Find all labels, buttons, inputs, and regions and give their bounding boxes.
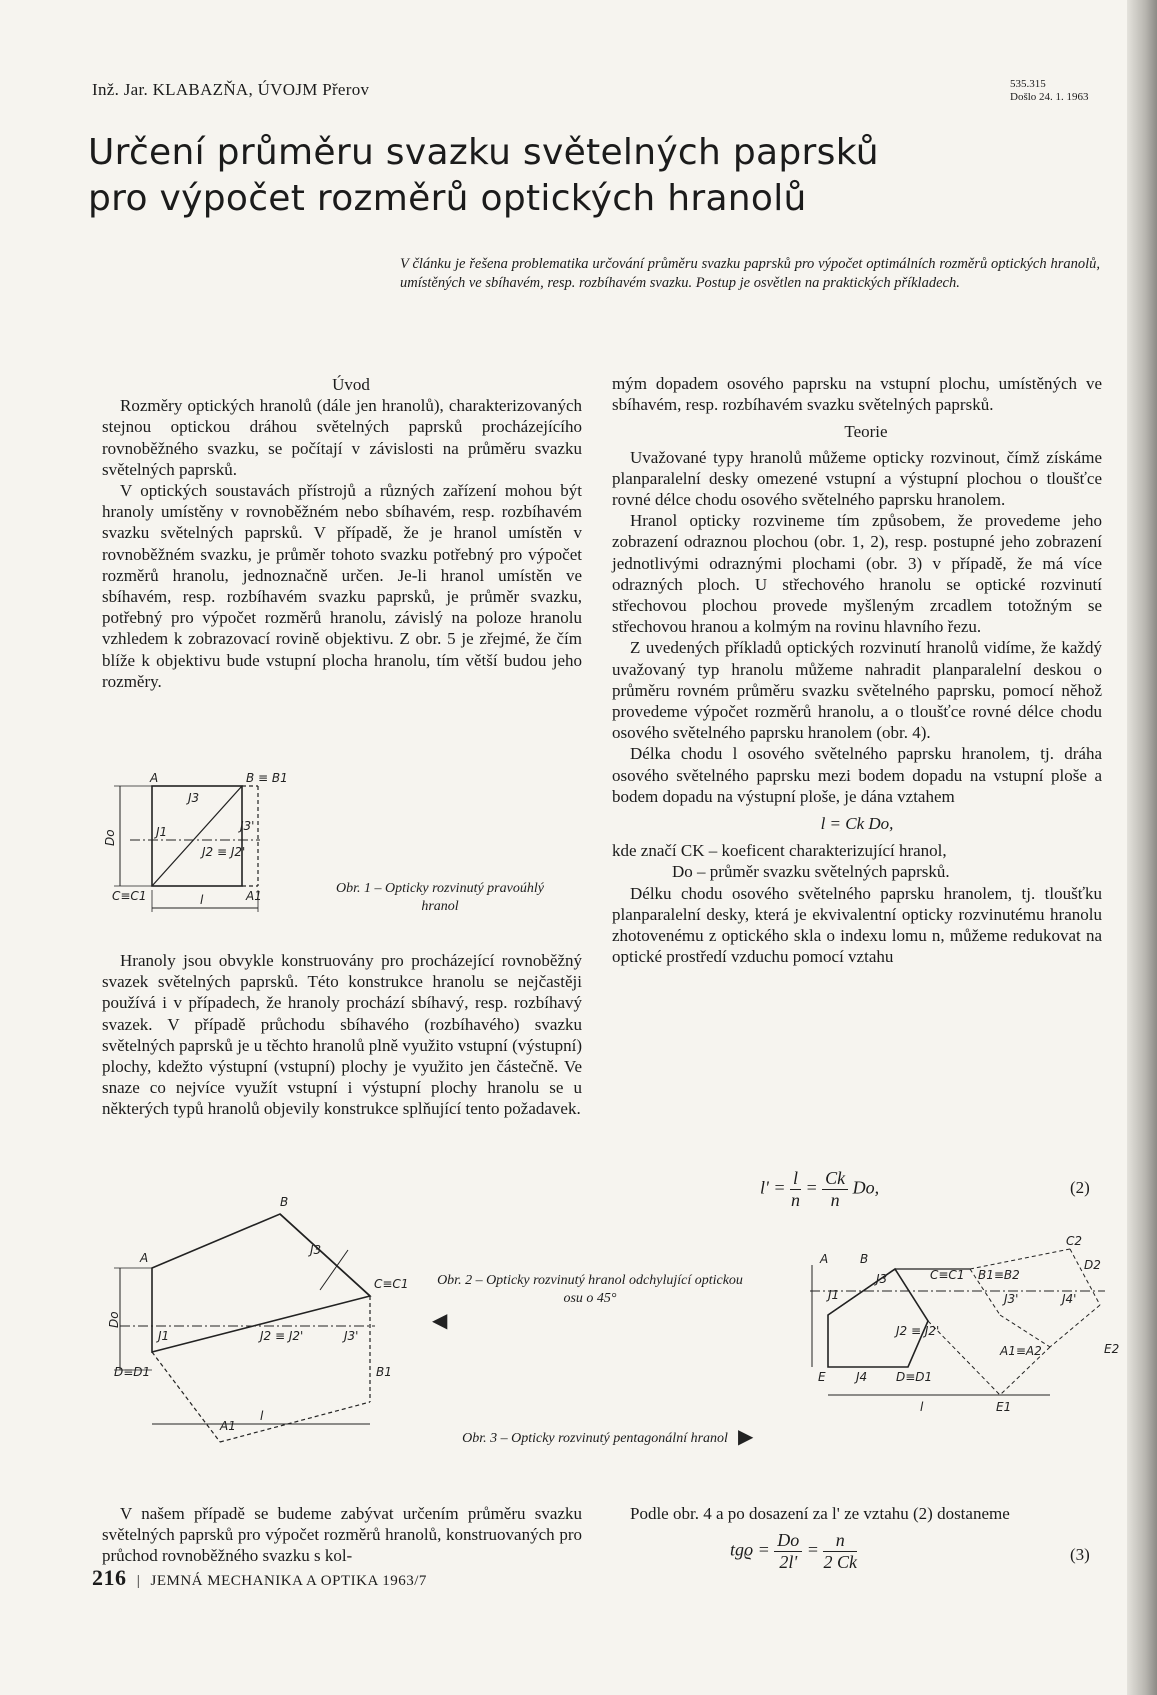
fig3-label-j3p: J3' <box>1004 1292 1019 1306</box>
left-column-middle <box>102 950 582 1120</box>
fig2-label-a1: A1 <box>220 1419 236 1433</box>
equation-2-number: (2) <box>1070 1178 1090 1197</box>
fig2-label-dd1: D≡D1 <box>114 1365 151 1379</box>
left-column-bottom <box>102 1503 582 1567</box>
fig3-dash <box>970 1249 1070 1269</box>
fig2-label-b: B <box>280 1195 289 1209</box>
paragraph: Uvažované typy hranolů můžeme opticky rozvinout, čímž získáme planparalelní desky omezené vstupní a výstupní plochou o tloušťce rovné délce chodu osového světelného paprsku hranolem. <box>612 447 1102 510</box>
left-column-top <box>102 374 582 692</box>
definition-ck: kde značí CK – koeficent charakterizující hranol, <box>612 841 947 861</box>
definition-do: Do – průměr svazku světelných paprsků. <box>672 862 950 882</box>
eq3-lhs: tgϱ = <box>730 1539 770 1560</box>
eq2-tail: Do, <box>852 1177 880 1198</box>
fig1-label-j2: J2 ≡ J2' <box>202 845 246 859</box>
section-heading-intro: Úvod <box>332 375 370 394</box>
paragraph: V našem případě se budeme zabývat určením průměru svazku světelných paprsků pro výpočet rozměrů hranolů, konstruovaných pro průchod rovnoběžného svazku s kol- <box>102 1504 582 1566</box>
fig3-label-j1: J1 <box>828 1288 840 1302</box>
fig1-label-l: l <box>200 893 204 907</box>
fig2-label-cc1: C≡C1 <box>374 1277 409 1291</box>
left-pointer-icon: ◀ <box>432 1310 448 1332</box>
fig2-label-do: Do <box>107 1311 121 1328</box>
fig2-label-j1: J1 <box>158 1329 170 1343</box>
fig3-label-j3: J3 <box>876 1272 888 1286</box>
figure-1-caption: Obr. 1 – Opticky rozvinutý pravoúhlý hranol <box>336 881 544 914</box>
section-heading-theory: Teorie <box>844 422 888 442</box>
fig3-label-e: E <box>818 1370 826 1384</box>
fig3-label-e2: E2 <box>1104 1342 1120 1356</box>
fig3-label-e1: E1 <box>996 1400 1012 1414</box>
fig1-label-j3p: J3' <box>240 819 255 833</box>
fig3-label-j2: J2 ≡ J2' <box>896 1324 940 1338</box>
paragraph: Délku chodu osového světelného paprsku hranolem, tj. tloušťku planparalelní desky, která je ekvivalentní opticky rozvinutému hranolu zhotovenému z optického skla o indexu lomu n, můžeme redukovat na optické prostředí vzduchu pomocí vztahu <box>612 883 1102 967</box>
title-line-1: Určení průměru svazku světelných paprsků <box>88 132 879 173</box>
eq3-frac2: $\frac{n}{2 Ck}$ <box>823 1530 857 1572</box>
fig2-label-j2: J2 ≡ J2' <box>260 1329 304 1343</box>
figure-2-caption: Obr. 2 – Opticky rozvinutý hranol odchylující optickou osu o 45° <box>437 1273 743 1306</box>
fig2-tick <box>320 1250 348 1290</box>
fig3-label-aa2: A1≡A2 <box>1000 1344 1042 1358</box>
paragraph: Hranol opticky rozvineme tím způsobem, že provedeme jeho zobrazení odraznou plochou (obr. 1, 2), resp. postupné jeho zobrazení jednotlivými odraznými plochami (obr. 3) v případě, že má více odrazných ploch. U střechového hranolu se optické rozvinutí střechovou plochou provede myšleným zrcadlem totožným se střechovou hranou a kolmým na rovinu hlavního řezu. <box>612 511 1102 637</box>
figure-3-diagram <box>800 1235 1120 1415</box>
right-column-bottom <box>612 1503 1102 1524</box>
fig2-label-j3p: J3' <box>344 1329 359 1343</box>
fig1-label-j1: J1 <box>156 825 168 839</box>
fig3-label-cc1: C≡C1 <box>930 1268 965 1282</box>
equation-3-number: (3) <box>1070 1545 1090 1564</box>
paragraph: mým dopadem osového paprsku na vstupní plochu, umístěných ve sbíhavém, resp. rozbíhavém svazku světelných paprsků. <box>612 374 1102 415</box>
udc-block <box>1010 78 1089 104</box>
fig3-label-j4: J4 <box>856 1370 868 1384</box>
fig1-label-cc1: C≡C1 <box>112 889 147 903</box>
title-line-2: pro výpočet rozměrů optických hranolů <box>88 178 807 219</box>
fig3-label-dd1: D≡D1 <box>896 1370 933 1384</box>
fig3-label-a: A <box>820 1252 829 1266</box>
fig3-label-j4p: J4' <box>1062 1292 1077 1306</box>
fig1-label-j3: J3 <box>188 791 200 805</box>
paragraph: Délka chodu l osového světelného paprsku hranolem, tj. dráha osového světelného paprsku mezi bodem dopadu na vstupní ploše a bodem dopadu na výstupní ploše, je dána vztahem <box>612 744 1102 806</box>
fig3-label-bb2: B1≡B2 <box>978 1268 1020 1282</box>
fig1-label-a1: A1 <box>246 889 262 903</box>
paragraph: Rozměry optických hranolů (dále jen hranolů), charakterizovaných stejnou optickou dráhou světelných paprsků procházejícího rovnoběžného svazku, se počítají v závislosti na průměru svazku světelných paprsků. <box>102 396 582 479</box>
right-pointer-icon: ▶ <box>738 1426 754 1448</box>
fig3-label-d2: D2 <box>1084 1258 1101 1272</box>
fig1-label-a: A <box>150 771 159 785</box>
fig2-dash <box>152 1352 220 1442</box>
paragraph: Z uvedených příkladů optických rozvinutí hranolů vidíme, že každý uvažovaný typ hranolu můžeme nahradit planparalelní deskou o průměru rovném průměru svazku světelného paprsku, pomocí něhož provedeme výpočet rozměrů hranolu, a o tloušťce rovné délce chodu osového světelného paprsku hranolem (obr. 4). <box>612 638 1102 743</box>
fig2-label-l: l <box>260 1409 264 1423</box>
equation-1: l = Ck Do, <box>820 814 894 834</box>
fig1-label-bb1: B ≡ B1 <box>246 771 288 785</box>
figure-2-diagram <box>100 1180 409 1450</box>
paragraph: Podle obr. 4 a po dosazení za l' ze vztahu (2) dostaneme <box>630 1504 1010 1523</box>
fig1-label-do: Do <box>103 829 117 846</box>
eq2-frac2: $\frac{Ck}{n}$ <box>822 1168 848 1211</box>
fig3-label-c2: C2 <box>1066 1234 1083 1248</box>
fig2-label-a: A <box>140 1251 149 1265</box>
paragraph: V optických soustavách přístrojů a různých zařízení mohou být hranoly umístěny v rovnoběžném nebo sbíhavém, resp. rozbíhavém svazku světelných paprsků. V případě, že je hranol umístěn v rovnoběžném svazku, je průměr tohoto svazku potřebný pro výpočet rozměrů hranolu, jednoznačně určen. Je-li hranol umístěn ve sbíhavém, resp. rozbíhavém svazku paprsků, je průměr svazku, potřebný pro výpočet rozměrů hranolu, závislý na poloze hranolu vzhledem k zobrazovací rovině objektivu. Z obr. 5 je zřejmé, že čím blíže k objektivu bude vstupní plocha hranolu, tím větší budou jeho rozměry. <box>102 481 582 691</box>
page-footer: 216 | JEMNÁ MECHANIKA A OPTIKA 1963/7 <box>92 1565 427 1590</box>
eq2-frac1: $\frac{l}{n}$ <box>791 1168 800 1210</box>
journal-name: JEMNÁ MECHANIKA A OPTIKA 1963/7 <box>150 1573 427 1589</box>
fig2-label-j3: J3 <box>310 1243 322 1257</box>
fig3-label-l: l <box>920 1400 924 1414</box>
equation-2: l' = $\frac{l}{n}$ = $\frac{Ck}{n}$ Do, <box>760 1168 880 1210</box>
adjacent-page-edge <box>1127 0 1157 1695</box>
fig2-dash <box>220 1402 370 1442</box>
page-number: 216 <box>92 1565 127 1590</box>
received-date: Došlo 24. 1. 1963 <box>1010 91 1089 103</box>
right-column-top <box>612 373 1102 967</box>
paragraph: Hranoly jsou obvykle konstruovány pro procházející rovnoběžný svazek světelných paprsků. Této konstrukce hranolu se nejčastěji používá i v případech, že hranoly prochází sbíhavý, resp. rozbíhavý svazek. V případě průchodu sbíhavého (rozbíhavého) svazku světelných paprsků je u těchto hranolů plně využito vstupní (výstupní) plochy, kdežto výstupní (vstupní) plochy je využito jen částečně. Ve snaze co nejvíce využít vstupní i výstupní plochy hranolu se u některých typů hranolů objevily konstrukce splňující tento požadavek. <box>102 951 582 1119</box>
eq2-lhs: l' = <box>760 1177 786 1198</box>
abstract: V článku je řešena problematika určování průměru svazku paprsků pro výpočet optimálních rozměrů optických hranolů, umístěných ve sbíhavém, resp. rozbíhavém svazku. Postup je osvětlen na praktických příkladech. <box>400 256 1100 291</box>
figure-3-caption: Obr. 3 – Opticky rozvinutý pentagonální hranol <box>462 1431 728 1446</box>
fig2-label-b1: B1 <box>376 1365 392 1379</box>
fig3-label-b: B <box>860 1252 869 1266</box>
fig3-dash <box>1000 1315 1050 1347</box>
author-line: Inž. Jar. KLABAZŇA, ÚVOJM Přerov <box>92 80 370 99</box>
article-title <box>88 130 988 222</box>
eq3-frac1: $\frac{Do}{2l'}$ <box>774 1530 802 1573</box>
equation-3: tgϱ = $\frac{Do}{2l'}$ = $\frac{n}{2 Ck}$ <box>730 1530 857 1572</box>
fig3-dash <box>1050 1305 1100 1347</box>
udc-code: 535.315 <box>1010 78 1046 90</box>
